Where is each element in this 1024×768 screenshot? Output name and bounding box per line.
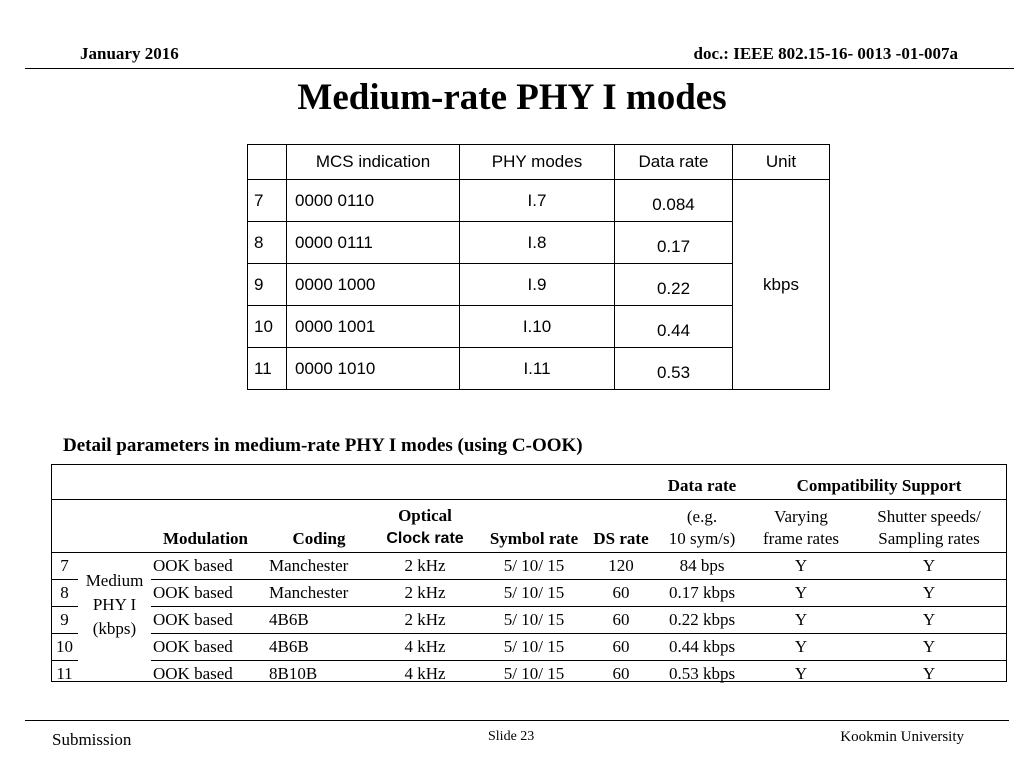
mcs-indication: 0000 1010: [287, 348, 460, 390]
unit-cell: kbps: [733, 180, 830, 390]
coding: Manchester: [267, 580, 371, 607]
mcs-index: 11: [248, 348, 287, 390]
row-index: 9: [51, 607, 78, 634]
shutter-support: Y: [851, 607, 1007, 634]
coding-header: Coding: [267, 500, 371, 553]
clock-rate-label: Clock rate: [386, 530, 464, 547]
mcs-header-unit: Unit: [733, 145, 830, 180]
clock-rate: 2 kHz: [371, 580, 479, 607]
row-index: 11: [51, 661, 78, 688]
symbol-rate: 5/ 10/ 15: [479, 634, 589, 661]
data-rate-header: [653, 500, 751, 553]
varying-line-1: Varying: [774, 507, 828, 526]
phy-mode: I.9: [460, 264, 615, 306]
detail-header-top: [51, 464, 1007, 500]
symbol-rate: 5/ 10/ 15: [479, 607, 589, 634]
modulation: OOK based: [151, 607, 267, 634]
data-rate: 0.084: [615, 180, 733, 222]
group-line-2: PHY I: [92, 595, 137, 614]
mcs-indication: 0000 0111: [287, 222, 460, 264]
modulation: OOK based: [151, 661, 267, 688]
mcs-table-header: [248, 145, 830, 180]
coding: Manchester: [267, 553, 371, 580]
mcs-header-phy-modes: PHY modes: [460, 145, 615, 180]
mcs-index: 7: [248, 180, 287, 222]
mcs-index: 9: [248, 264, 287, 306]
varying-support: Y: [751, 580, 851, 607]
table-row: [51, 634, 1007, 661]
varying-header: [751, 500, 851, 553]
optical-label: Optical: [398, 506, 452, 525]
coding: 4B6B: [267, 607, 371, 634]
mcs-index: 8: [248, 222, 287, 264]
varying-support: Y: [751, 634, 851, 661]
modulation-header: Modulation: [151, 500, 267, 553]
footer-submission: Submission: [52, 730, 132, 749]
row-index: 10: [51, 634, 78, 661]
coding: 8B10B: [267, 661, 371, 688]
mcs-header-blank: [248, 145, 287, 180]
header-divider: [25, 68, 1014, 69]
slide-title: Medium-rate PHY I modes: [297, 77, 727, 118]
varying-support: Y: [751, 553, 851, 580]
varying-line-2: frame rates: [763, 529, 839, 548]
shutter-support: Y: [851, 634, 1007, 661]
modulation: OOK based: [151, 634, 267, 661]
data-rate: 0.44: [615, 306, 733, 348]
data-rate-note-1: (e.g.: [686, 507, 718, 526]
phy-mode: I.11: [460, 348, 615, 390]
phy-mode: I.10: [460, 306, 615, 348]
table-row: [51, 607, 1007, 634]
symbol-rate-header: Symbol rate: [479, 500, 589, 553]
row-index: 7: [51, 553, 78, 580]
row-index: 8: [51, 580, 78, 607]
clock-rate: 4 kHz: [371, 661, 479, 688]
data-rate-top-header: Data rate: [667, 476, 737, 495]
mcs-index: 10: [248, 306, 287, 348]
varying-support: Y: [751, 661, 851, 688]
footer-divider: [25, 720, 1009, 721]
shutter-line-2: Sampling rates: [878, 529, 980, 548]
data-rate: 0.22 kbps: [653, 607, 751, 634]
optical-clock-header: [371, 500, 479, 553]
modulation: OOK based: [151, 553, 267, 580]
shutter-support: Y: [851, 580, 1007, 607]
group-line-3: (kbps): [92, 619, 137, 638]
clock-rate: 2 kHz: [371, 607, 479, 634]
data-rate: 0.44 kbps: [653, 634, 751, 661]
coding: 4B6B: [267, 634, 371, 661]
shutter-line-1: Shutter speeds/: [877, 507, 981, 526]
ds-rate: 120: [589, 553, 653, 580]
clock-rate: 2 kHz: [371, 553, 479, 580]
table-row: [51, 661, 1007, 688]
data-rate: 84 bps: [653, 553, 751, 580]
table-row: [248, 180, 830, 222]
varying-support: Y: [751, 607, 851, 634]
data-rate-note-2: 10 sym/s): [668, 529, 736, 548]
data-rate: 0.53: [615, 348, 733, 390]
detail-header: [51, 500, 1007, 553]
group-line-1: Medium: [85, 571, 144, 590]
ds-rate: 60: [589, 661, 653, 688]
shutter-support: Y: [851, 661, 1007, 688]
phy-mode: I.8: [460, 222, 615, 264]
footer-university: Kookmin University: [840, 729, 964, 745]
shutter-support: Y: [851, 553, 1007, 580]
mcs-header-data-rate: Data rate: [615, 145, 733, 180]
footer-slide-number: Slide 23: [488, 729, 535, 744]
table-row: [51, 580, 1007, 607]
clock-rate: 4 kHz: [371, 634, 479, 661]
symbol-rate: 5/ 10/ 15: [479, 553, 589, 580]
mcs-indication: 0000 1000: [287, 264, 460, 306]
detail-subtitle: Detail parameters in medium-rate PHY I modes (using C-OOK): [63, 435, 583, 456]
ds-rate: 60: [589, 634, 653, 661]
data-rate: 0.22: [615, 264, 733, 306]
data-rate: 0.53 kbps: [653, 661, 751, 688]
ds-rate-header: DS rate: [589, 500, 653, 553]
shutter-header: [851, 500, 1007, 553]
symbol-rate: 5/ 10/ 15: [479, 661, 589, 688]
data-rate: 0.17 kbps: [653, 580, 751, 607]
compat-support-header: Compatibility Support: [796, 476, 962, 495]
detail-parameters-table: [51, 464, 1007, 687]
ds-rate: 60: [589, 580, 653, 607]
header-date: January 2016: [80, 44, 179, 63]
modulation: OOK based: [151, 580, 267, 607]
mcs-indication: 0000 1001: [287, 306, 460, 348]
mcs-table: [247, 144, 830, 390]
group-label: [78, 553, 151, 688]
symbol-rate: 5/ 10/ 15: [479, 580, 589, 607]
ds-rate: 60: [589, 607, 653, 634]
mcs-indication: 0000 0110: [287, 180, 460, 222]
header-doc-id: doc.: IEEE 802.15-16- 0013 -01-007a: [693, 44, 958, 63]
data-rate: 0.17: [615, 222, 733, 264]
mcs-header-indication: MCS indication: [287, 145, 460, 180]
table-row: [51, 553, 1007, 580]
phy-mode: I.7: [460, 180, 615, 222]
